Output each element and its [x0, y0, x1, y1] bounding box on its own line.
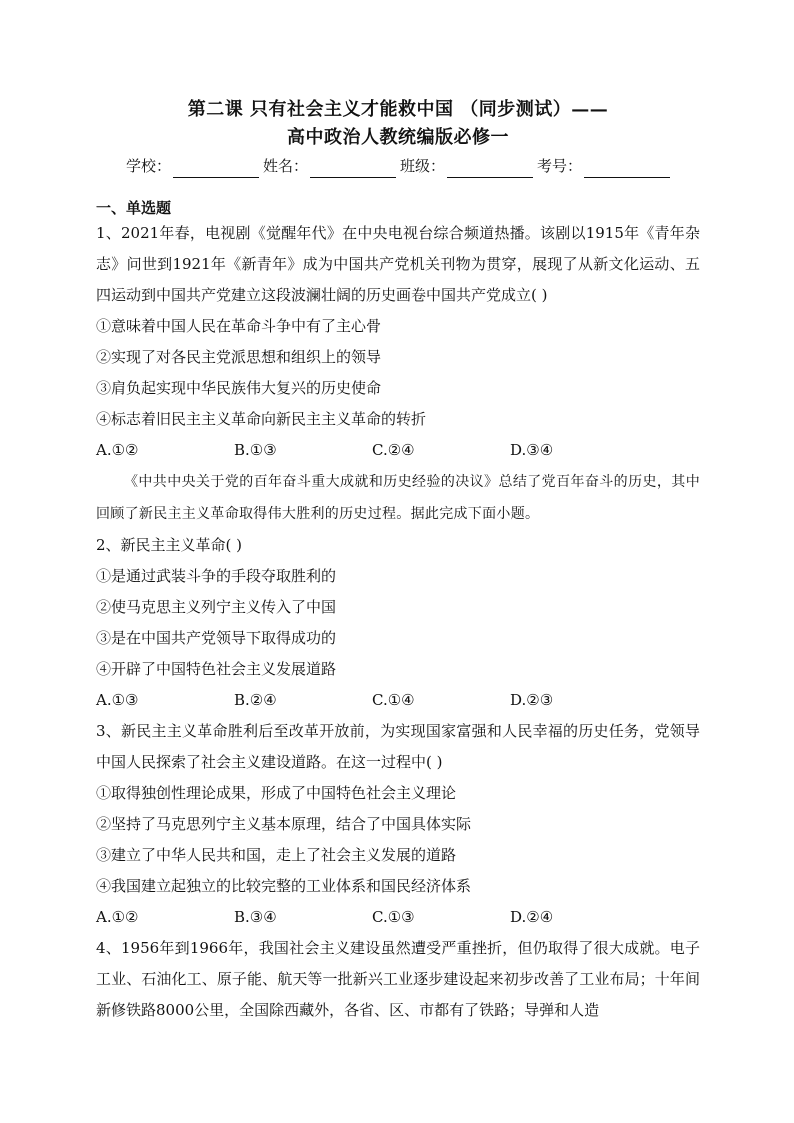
question-4: [96, 933, 700, 1026]
statement-item: ③建立了中华人民共和国，走上了社会主义发展的道路: [96, 846, 457, 864]
choice-b[interactable]: B.②④: [234, 691, 277, 709]
statement-item: ①意味着中国人民在革命斗争中有了主心骨: [96, 317, 382, 335]
choice-c[interactable]: C.①④: [372, 691, 415, 709]
statement-item: ②坚持了马克思列宁主义基本原理，结合了中国具体实际: [96, 815, 472, 833]
student-info-row: [96, 154, 700, 178]
statement-item: ③肩负起实现中华民族伟大复兴的历史使命: [96, 379, 382, 397]
section-heading: 一、单选题: [96, 199, 172, 217]
statement-item: ①取得独创性理论成果，形成了中国特色社会主义理论: [96, 784, 457, 802]
answer-choices: [96, 685, 700, 716]
class-field[interactable]: [400, 154, 533, 178]
question-2: [96, 530, 700, 716]
class-label: 班级：: [400, 157, 446, 175]
choice-c[interactable]: C.①③: [372, 908, 415, 926]
choice-a[interactable]: A.①②: [96, 441, 139, 459]
document-title: [96, 96, 700, 152]
document-page: [96, 96, 700, 1026]
statement-item: ②使马克思主义列宁主义传入了中国: [96, 598, 337, 616]
choice-d[interactable]: D.②③: [510, 691, 554, 709]
exam-number-label: 考号：: [537, 157, 583, 175]
exam-number-field[interactable]: [537, 154, 670, 178]
choice-d[interactable]: D.②④: [510, 908, 554, 926]
reading-material: 《中共中央关于党的百年奋斗重大成就和历史经验的决议》总结了党百年奋斗的历史，其中回顾了新民主主义革命取得伟大胜利的历史过程。据此完成下面小题。: [96, 474, 700, 522]
name-field[interactable]: [263, 154, 396, 178]
school-label: 学校：: [125, 157, 171, 175]
statement-item: ④标志着旧民主主义革命向新民主主义革命的转折: [96, 410, 427, 428]
school-blank[interactable]: [173, 159, 259, 178]
question-3: [96, 716, 700, 933]
choice-c[interactable]: C.②④: [372, 441, 415, 459]
question-stem: 3、新民主主义革命胜利后至改革开放前，为实现国家富强和人民幸福的历史任务，党领导中国人民探索了社会主义建设道路。在这一过程中( ): [96, 722, 700, 771]
title-line-1: 第二课 只有社会主义才能救中国 （同步测试）——: [187, 99, 609, 120]
choice-a[interactable]: A.①③: [96, 691, 139, 709]
school-field[interactable]: [126, 154, 259, 178]
question-stem: 4、1956年到1966年，我国社会主义建设虽然遭受严重挫折，但仍取得了很大成就。电子工业、石油化工、原子能、航天等一批新兴工业逐步建设起来初步改善了工业布局；十年间新修铁路8000公里，全国除西藏外，各省、区、市都有了铁路；导弹和人造: [96, 939, 700, 1019]
question-stem: 2、新民主主义革命( ): [96, 536, 243, 554]
name-blank[interactable]: [310, 159, 396, 178]
answer-choices: [96, 902, 700, 933]
name-label: 姓名：: [262, 157, 308, 175]
title-line-2: 高中政治人教统编版必修一: [287, 127, 509, 148]
statement-item: ②实现了对各民主党派思想和组织上的领导: [96, 348, 382, 366]
question-stem: 1、2021年春，电视剧《觉醒年代》在中央电视台综合频道热播。该剧以1915年《青年杂志》问世到1921年《新青年》成为中国共产党机关刊物为贯穿，展现了从新文化运动、五四运动到中国共产党建立这段波澜壮阔的历史画卷中国共产党成立( ): [96, 224, 700, 304]
statement-item: ④开辟了中国特色社会主义发展道路: [96, 660, 337, 678]
statement-item: ①是通过武装斗争的手段夺取胜利的: [96, 567, 337, 585]
choice-b[interactable]: B.①③: [234, 441, 277, 459]
choice-a[interactable]: A.①②: [96, 908, 139, 926]
choice-d[interactable]: D.③④: [510, 441, 554, 459]
choice-b[interactable]: B.③④: [234, 908, 277, 926]
statement-item: ④我国建立起独立的比较完整的工业体系和国民经济体系: [96, 877, 472, 895]
answer-choices: [96, 435, 700, 466]
question-1: [96, 218, 700, 466]
exam-number-blank[interactable]: [584, 159, 670, 178]
statement-item: ③是在中国共产党领导下取得成功的: [96, 629, 337, 647]
class-blank[interactable]: [447, 159, 533, 178]
